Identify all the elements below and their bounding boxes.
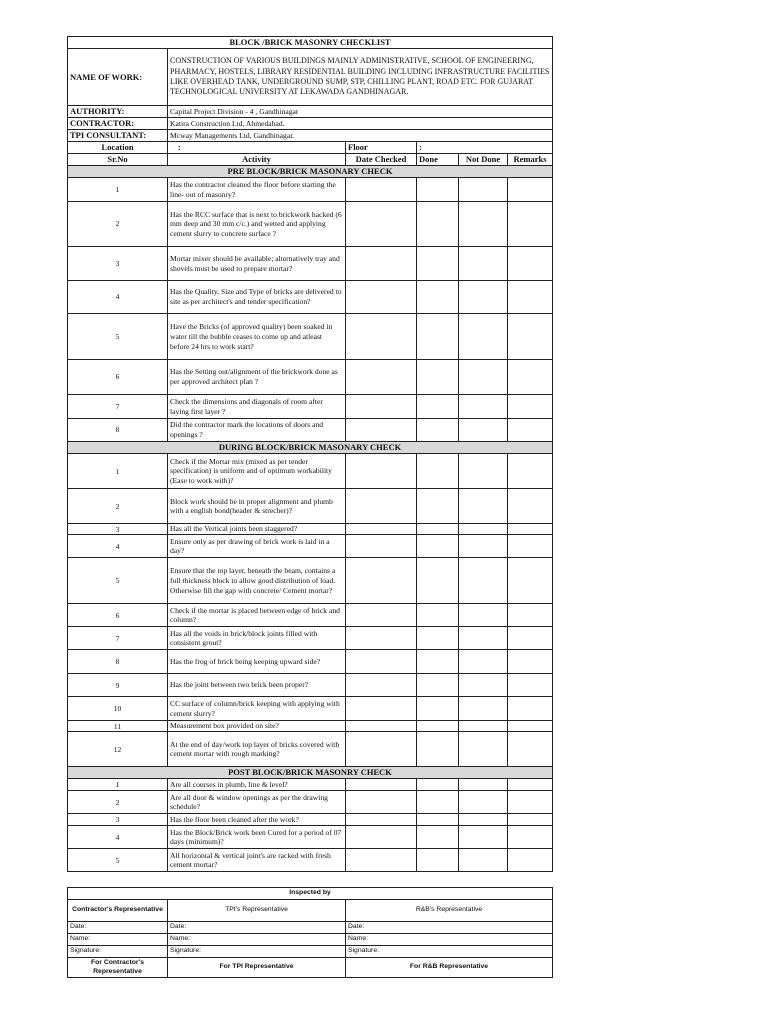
remarks-cell[interactable]: [508, 849, 553, 872]
activity-text: At the end of day/work top layer of bricks covered with cement mortar with rough marking?: [168, 732, 346, 767]
date-checked-cell[interactable]: [346, 202, 417, 247]
activity-text: Ensure only as per drawing of brick work is laid in a day?: [168, 535, 346, 558]
activity-text: Has the frog of brick being keeping upward side?: [168, 650, 346, 674]
date-checked-cell[interactable]: [346, 721, 417, 732]
tpi-consultant-label: TPI CONSULTANT:: [68, 130, 168, 142]
date-checked-cell[interactable]: [346, 419, 417, 442]
activity-text: Did the contractor mark the locations of doors and openings ?: [168, 419, 346, 442]
contractor-label: CONTRACTOR:: [68, 118, 168, 130]
table-row: 5 Have the Bricks (of approved quality) been soaked in water till the bubble ceases to come up and atleast before 24 hrs to work start?: [68, 314, 553, 360]
remarks-cell[interactable]: [508, 826, 553, 849]
activity-text: Check the dimensions and diagonals of room after laying first layer ?: [168, 395, 346, 419]
done-cell[interactable]: [417, 202, 459, 247]
tpi-name-field[interactable]: Name:: [168, 934, 346, 946]
date-checked-cell[interactable]: [346, 732, 417, 767]
activity-text: CC surface of column/brick keeping with applying with cement slurry?: [168, 697, 346, 721]
date-checked-cell[interactable]: [346, 779, 417, 791]
rb-rep-heading: R&B's Representative: [346, 900, 553, 922]
table-row: 5 All horizontal & vertical joint's are racked with fresh cement mortar?: [68, 849, 553, 872]
not-done-cell[interactable]: [459, 524, 508, 535]
col-srno-header: Sr.No: [68, 154, 168, 166]
activity-text: Mortar mixer should be available; alternatively tray and shovels must be used to prepare mortar?: [168, 247, 346, 281]
date-checked-cell[interactable]: [346, 178, 417, 202]
not-done-cell[interactable]: [459, 454, 508, 489]
activity-text: Measurement box provided on site?: [168, 721, 346, 732]
done-cell[interactable]: [417, 281, 459, 314]
col-date-checked-header: Date Checked: [346, 154, 417, 166]
remarks-cell[interactable]: [508, 524, 553, 535]
remarks-cell[interactable]: [508, 721, 553, 732]
remarks-cell[interactable]: [508, 535, 553, 558]
activity-text: Has all the Vertical joints been staggered?: [168, 524, 346, 535]
table-row: 4 Has the Quality, Size and Type of bricks are delivered to site as per architect's and tender specification?: [68, 281, 553, 314]
not-done-cell[interactable]: [459, 627, 508, 650]
table-row: 1 Check if the Mortar mix (mixed as per tender specification) is uniform and of optimum workability (Ease to work with)?: [68, 454, 553, 489]
activity-text: Ensure that the top layer, beneath the beam, contains a full thickness block to allow good distribution of load. Otherwise fill the gap with concrete/ Cement mortar?: [168, 558, 346, 604]
table-row: 6 Has the Setting out/alignment of the brickwork done as per approved architect plan ?: [68, 360, 553, 395]
col-activity-header: Activity: [168, 154, 346, 166]
remarks-cell[interactable]: [508, 779, 553, 791]
not-done-cell[interactable]: [459, 791, 508, 814]
done-cell[interactable]: [417, 178, 459, 202]
remarks-cell[interactable]: [508, 558, 553, 604]
done-cell[interactable]: [417, 849, 459, 872]
table-row: 9 Has the joint between two brick been proper?: [68, 674, 553, 697]
date-checked-cell[interactable]: [346, 454, 417, 489]
table-row: 2 Block work should be in proper alignment and plumb with a english bond(header & strecher)?: [68, 489, 553, 524]
done-cell[interactable]: [417, 627, 459, 650]
tpi-date-field[interactable]: Date:: [168, 922, 346, 934]
not-done-cell[interactable]: [459, 178, 508, 202]
section-post-heading: POST BLOCK/BRICK MASONRY CHECK: [68, 767, 553, 779]
masonry-checklist-table: [67, 36, 553, 872]
date-checked-cell[interactable]: [346, 395, 417, 419]
activity-text: Has the floor been cleaned after the work?: [168, 814, 346, 826]
remarks-cell[interactable]: [508, 604, 553, 627]
authority-value: Capital Project Division - 4 , Gandhinagar: [168, 106, 553, 118]
activity-text: Check if the mortar is placed between edge of brick and column?: [168, 604, 346, 627]
table-row: 4 Has the Block/Brick work been Cured for a period of 07 days (minimum)?: [68, 826, 553, 849]
done-cell[interactable]: [417, 360, 459, 395]
not-done-cell[interactable]: [459, 360, 508, 395]
table-row: 8 Has the frog of brick being keeping upward side?: [68, 650, 553, 674]
not-done-cell[interactable]: [459, 826, 508, 849]
col-done-header: Done: [417, 154, 459, 166]
not-done-cell[interactable]: [459, 281, 508, 314]
remarks-cell[interactable]: [508, 419, 553, 442]
not-done-cell[interactable]: [459, 721, 508, 732]
contractor-rep-heading: Contractor's Representative: [68, 900, 168, 922]
floor-label: Floor: [346, 142, 417, 154]
activity-text: Has the Block/Brick work been Cured for a period of 07 days (minimum)?: [168, 826, 346, 849]
date-checked-cell[interactable]: [346, 524, 417, 535]
for-tpi-rep: For TPI Representative: [168, 958, 346, 978]
activity-text: Block work should be in proper alignment and plumb with a english bond(header & strecher)?: [168, 489, 346, 524]
remarks-cell[interactable]: [508, 489, 553, 524]
table-row: 7 Has all the voids in brick/block joints filled with consistent grout?: [68, 627, 553, 650]
activity-text: Have the Bricks (of approved quality) been soaked in water till the bubble ceases to come up and atleast before 24 hrs to work start?: [168, 314, 346, 360]
remarks-cell[interactable]: [508, 627, 553, 650]
tpi-rep-heading: TPI's Representative: [168, 900, 346, 922]
activity-text: All horizontal & vertical joint's are racked with fresh cement mortar?: [168, 849, 346, 872]
activity-text: Check if the Mortar mix (mixed as per tender specification) is uniform and of optimum workability (Ease to work with)?: [168, 454, 346, 489]
done-cell[interactable]: [417, 791, 459, 814]
remarks-cell[interactable]: [508, 360, 553, 395]
activity-text: Has the RCC surface that is next to brickwork hacked (6 mm deep and 30 mm c/c.) and wetted and applying cement slurry to concrete surface ?: [168, 202, 346, 247]
date-checked-cell[interactable]: [346, 650, 417, 674]
remarks-cell[interactable]: [508, 202, 553, 247]
section-during-heading: DURING BLOCK/BRICK MASONARY CHECK: [68, 442, 553, 454]
date-checked-cell[interactable]: [346, 814, 417, 826]
activity-text: Are all courses in plumb, line & level?: [168, 779, 346, 791]
date-checked-cell[interactable]: [346, 674, 417, 697]
done-cell[interactable]: [417, 454, 459, 489]
col-remarks-header: Remarks: [508, 154, 553, 166]
location-label: Location: [68, 142, 168, 154]
remarks-cell[interactable]: [508, 674, 553, 697]
done-cell[interactable]: [417, 535, 459, 558]
activity-text: Has the joint between two brick been proper?: [168, 674, 346, 697]
contractor-date-field[interactable]: Date:: [68, 922, 168, 934]
not-done-cell[interactable]: [459, 674, 508, 697]
remarks-cell[interactable]: [508, 650, 553, 674]
done-cell[interactable]: [417, 779, 459, 791]
table-row: 1 Has the contractor cleaned the floor before starting the line- out of masonry?: [68, 178, 553, 202]
table-row: 11 Measurement box provided on site?: [68, 721, 553, 732]
done-cell[interactable]: [417, 419, 459, 442]
contractor-value: Katira Construction Ltd, Ahmedabad.: [168, 118, 553, 130]
rb-signature-field[interactable]: Signature:: [346, 946, 553, 958]
not-done-cell[interactable]: [459, 849, 508, 872]
for-contractor-rep: For Contractor's Representative: [68, 958, 168, 978]
date-checked-cell[interactable]: [346, 489, 417, 524]
remarks-cell[interactable]: [508, 395, 553, 419]
remarks-cell[interactable]: [508, 314, 553, 360]
name-of-work-label: NAME OF WORK:: [68, 49, 168, 106]
activity-text: Has all the voids in brick/block joints filled with consistent grout?: [168, 627, 346, 650]
table-row: 8 Did the contractor mark the locations of doors and openings ?: [68, 419, 553, 442]
rb-name-field[interactable]: Name:: [346, 934, 553, 946]
table-row: 7 Check the dimensions and diagonals of room after laying first layer ?: [68, 395, 553, 419]
activity-text: Has the Setting out/alignment of the brickwork done as per approved architect plan ?: [168, 360, 346, 395]
activity-text: Has the Quality, Size and Type of bricks are delivered to site as per architect's and tender specification?: [168, 281, 346, 314]
done-cell[interactable]: [417, 674, 459, 697]
remarks-cell[interactable]: [508, 791, 553, 814]
date-checked-cell[interactable]: [346, 791, 417, 814]
table-row: 2 Are all door & window openings as per the drawing schedule?: [68, 791, 553, 814]
not-done-cell[interactable]: [459, 814, 508, 826]
table-row: 12 At the end of day/work top layer of bricks covered with cement mortar with rough marking?: [68, 732, 553, 767]
done-cell[interactable]: [417, 721, 459, 732]
not-done-cell[interactable]: [459, 395, 508, 419]
checklist-title: BLOCK /BRICK MASONRY CHECKLIST: [68, 37, 553, 49]
for-rb-rep: For R&B Representative: [346, 958, 553, 978]
table-row: 4 Ensure only as per drawing of brick work is laid in a day?: [68, 535, 553, 558]
done-cell[interactable]: [417, 395, 459, 419]
remarks-cell[interactable]: [508, 247, 553, 281]
contractor-signature-field[interactable]: Signature:: [68, 946, 168, 958]
table-row: 3 Has all the Vertical joints been staggered?: [68, 524, 553, 535]
done-cell[interactable]: [417, 558, 459, 604]
remarks-cell[interactable]: [508, 732, 553, 767]
activity-text: Are all door & window openings as per the drawing schedule?: [168, 791, 346, 814]
not-done-cell[interactable]: [459, 314, 508, 360]
date-checked-cell[interactable]: [346, 281, 417, 314]
remarks-cell[interactable]: [508, 454, 553, 489]
table-row: 5 Ensure that the top layer, beneath the beam, contains a full thickness block to allow good distribution of load. Otherwise fill the gap with concrete/ Cement mortar?: [68, 558, 553, 604]
date-checked-cell[interactable]: [346, 558, 417, 604]
location-value: :: [168, 142, 346, 154]
table-row: 3 Has the floor been cleaned after the work?: [68, 814, 553, 826]
not-done-cell[interactable]: [459, 247, 508, 281]
remarks-cell[interactable]: [508, 178, 553, 202]
floor-value: :: [417, 142, 553, 154]
inspected-by-heading: Inspected by: [68, 888, 553, 900]
rb-date-field[interactable]: Date:: [346, 922, 553, 934]
date-checked-cell[interactable]: [346, 627, 417, 650]
name-of-work-value: CONSTRUCTION OF VARIOUS BUILDINGS MAINLY ADMINISTRATIVE, SCHOOL OF ENGINEERING, PHARMACY, HOSTELS, LIBRARY RESIDENTIAL BUILDING INCLUDING INFRASTRUCTURE FACILITIES LIKE OVERHEAD TANK, UNDERGROUND SUMP, STP, CHILLING PLANT, ROAD ETC. FOR GUJARAT TECHNOLOGICAL UNIVERSITY AT LEKAWADA GANDHINAGAR.: [168, 49, 553, 106]
table-row: 6 Check if the mortar is placed between edge of brick and column?: [68, 604, 553, 627]
not-done-cell[interactable]: [459, 604, 508, 627]
done-cell[interactable]: [417, 489, 459, 524]
not-done-cell[interactable]: [459, 697, 508, 721]
date-checked-cell[interactable]: [346, 314, 417, 360]
done-cell[interactable]: [417, 650, 459, 674]
done-cell[interactable]: [417, 732, 459, 767]
table-row: 2 Has the RCC surface that is next to brickwork hacked (6 mm deep and 30 mm c/c.) and wetted and applying cement slurry to concrete surface ?: [68, 202, 553, 247]
not-done-cell[interactable]: [459, 419, 508, 442]
date-checked-cell[interactable]: [346, 247, 417, 281]
table-row: 1 Are all courses in plumb, line & level?: [68, 779, 553, 791]
inspection-table: [67, 887, 553, 978]
done-cell[interactable]: [417, 697, 459, 721]
authority-label: AUTHORITY:: [68, 106, 168, 118]
contractor-name-field[interactable]: Name:: [68, 934, 168, 946]
done-cell[interactable]: [417, 826, 459, 849]
done-cell[interactable]: [417, 814, 459, 826]
not-done-cell[interactable]: [459, 489, 508, 524]
not-done-cell[interactable]: [459, 535, 508, 558]
table-row: 3 Mortar mixer should be available; alternatively tray and shovels must be used to prepare mortar?: [68, 247, 553, 281]
section-pre-heading: PRE BLOCK/BRICK MASONARY CHECK: [68, 166, 553, 178]
not-done-cell[interactable]: [459, 650, 508, 674]
date-checked-cell[interactable]: [346, 535, 417, 558]
tpi-consultant-value: Mcway Managements Ltd, Gandhinagar.: [168, 130, 553, 142]
date-checked-cell[interactable]: [346, 604, 417, 627]
done-cell[interactable]: [417, 314, 459, 360]
not-done-cell[interactable]: [459, 779, 508, 791]
activity-text: Has the contractor cleaned the floor before starting the line- out of masonry?: [168, 178, 346, 202]
tpi-signature-field[interactable]: Signature:: [168, 946, 346, 958]
done-cell[interactable]: [417, 524, 459, 535]
date-checked-cell[interactable]: [346, 697, 417, 721]
date-checked-cell[interactable]: [346, 826, 417, 849]
not-done-cell[interactable]: [459, 732, 508, 767]
date-checked-cell[interactable]: [346, 360, 417, 395]
remarks-cell[interactable]: [508, 281, 553, 314]
date-checked-cell[interactable]: [346, 849, 417, 872]
not-done-cell[interactable]: [459, 558, 508, 604]
not-done-cell[interactable]: [459, 202, 508, 247]
remarks-cell[interactable]: [508, 814, 553, 826]
done-cell[interactable]: [417, 604, 459, 627]
remarks-cell[interactable]: [508, 697, 553, 721]
table-row: 10 CC surface of column/brick keeping with applying with cement slurry?: [68, 697, 553, 721]
done-cell[interactable]: [417, 247, 459, 281]
col-not-done-header: Not Done: [459, 154, 508, 166]
